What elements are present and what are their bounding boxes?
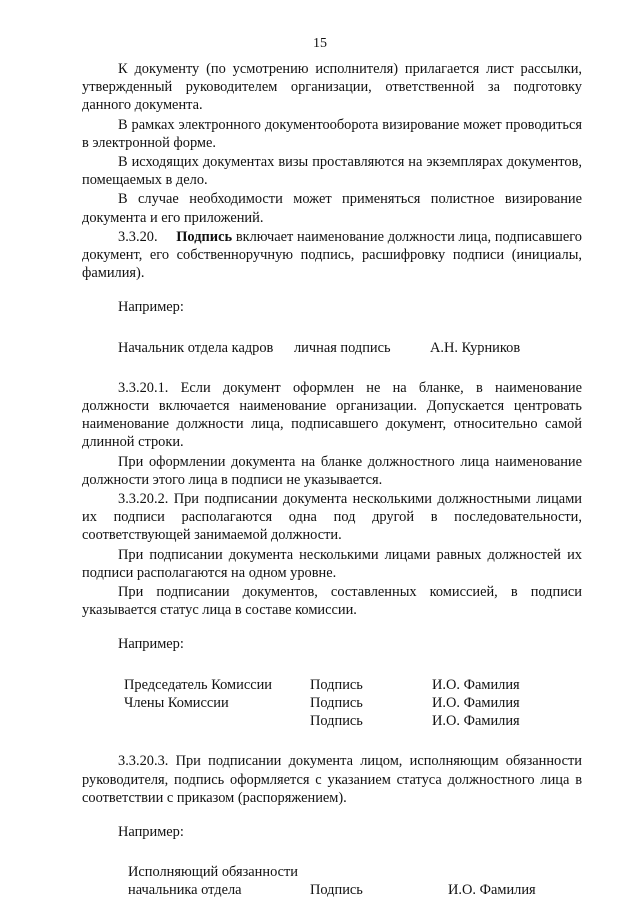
example-label-3: Например: — [118, 823, 184, 840]
commission-name: И.О. Фамилия — [432, 694, 520, 711]
commission-signature: Подпись — [310, 676, 363, 693]
commission-row — [124, 712, 582, 730]
paragraph-3-3-20-3: 3.3.20.3. При подписании документа лицом, исполняющим обязанности руководителя, подпись оформляется с указанием статуса должностного лица в соответствии с приказом (распоряжением). — [82, 753, 582, 806]
paragraph-outgoing-visas: В исходящих документах визы проставляются на экземплярах документов, помещаемых в дело. — [82, 154, 582, 189]
acting-position-line2: начальника отдела — [128, 882, 242, 899]
acting-name: И.О. Фамилия — [448, 882, 536, 899]
acting-signature-label: Подпись — [310, 882, 363, 899]
paragraph-page-approval: В случае необходимости может применяться полистное визирование документа и его приложений. — [82, 191, 582, 226]
paragraph-signature-definition — [82, 228, 582, 283]
commission-signatures — [82, 676, 582, 731]
signature-term: Подпись — [176, 228, 233, 245]
paragraph-distribution-list: К документу (по усмотрению исполнителя) прилагается лист рассылки, утвержденный руководителем организации, ответственной за подготовку данного документа. — [82, 61, 582, 114]
signature-definition-text: включает наименование должности лица, подписавшего документ, его собственноручную подпись, расшифровку подписи (инициалы, фамилия). — [82, 228, 582, 282]
example-label: Например: — [118, 299, 184, 316]
paragraph-letterhead-position: При оформлении документа на бланке должностного лица наименование должности этого лица в подписи не указывается. — [82, 453, 582, 488]
commission-position: Председатель Комиссии — [124, 676, 273, 693]
example-position: Начальник отдела кадров — [118, 339, 274, 356]
commission-signature: Подпись — [310, 694, 363, 711]
page-number: 15 — [313, 36, 327, 51]
example-signature: личная подпись — [294, 339, 391, 356]
paragraph-3-3-20-1: 3.3.20.1. Если документ оформлен не на бланке, в наименование должности включается наименование организации. Допускается центровать наименование должности лица, подписавшего документ, относительно самой длинной строки. — [82, 379, 582, 451]
example-signature-row — [82, 339, 582, 357]
acting-signature-row — [128, 881, 582, 899]
acting-position-line — [128, 863, 582, 881]
clause-number: 3.3.20. — [118, 228, 158, 245]
commission-signature: Подпись — [310, 713, 363, 730]
example-name: А.Н. Курников — [430, 339, 521, 356]
commission-name: И.О. Фамилия — [432, 676, 520, 693]
commission-position — [124, 712, 310, 730]
example-label-2: Например: — [118, 636, 184, 653]
commission-name: И.О. Фамилия — [432, 713, 520, 730]
acting-signature — [82, 863, 582, 899]
paragraph-commission: При подписании документов, составленных комиссией, в подписи указывается статус лица в составе комиссии. — [82, 584, 582, 619]
paragraph-equal-positions: При подписании документа несколькими лицами равных должностей их подписи располагаются на одном уровне. — [82, 546, 582, 581]
paragraph-electronic-approval: В рамках электронного документооборота визирование может проводиться в электронной форме. — [82, 116, 582, 151]
acting-position-line1: Исполняющий обязанности — [128, 864, 299, 881]
commission-position: Члены Комиссии — [124, 694, 229, 711]
commission-row — [124, 676, 582, 694]
paragraph-3-3-20-2: 3.3.20.2. При подписании документа несколькими должностными лицами их подписи располагаются одна под другой в последовательности, соответствующей занимаемой должности. — [82, 491, 582, 544]
document-body — [82, 60, 582, 900]
commission-row — [124, 694, 582, 712]
